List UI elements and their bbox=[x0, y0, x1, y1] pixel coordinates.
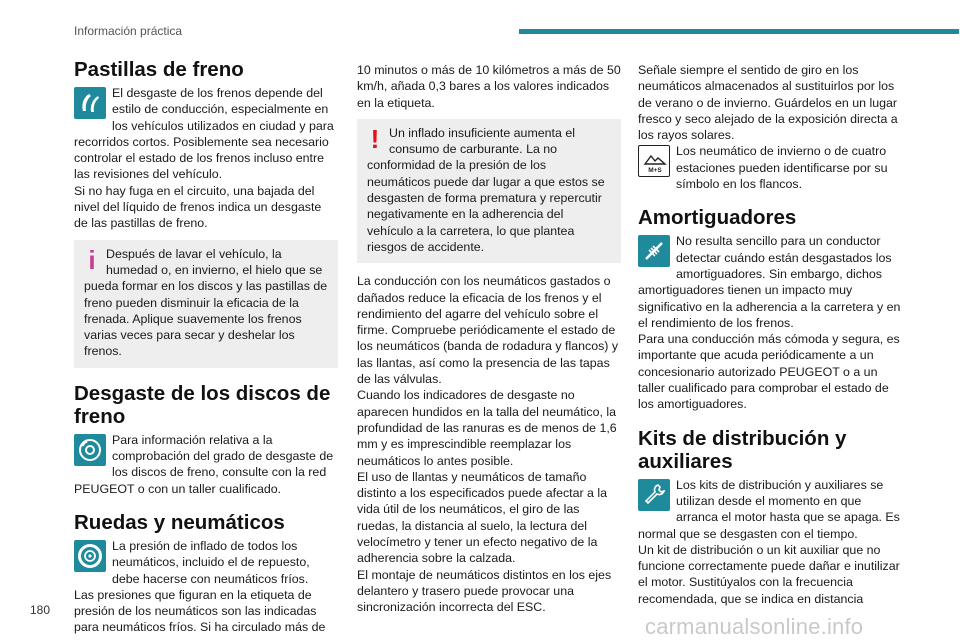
heading-discos: Desgaste de los discos de freno bbox=[74, 381, 331, 428]
page-number: 180 bbox=[30, 603, 51, 617]
amort-intro bbox=[638, 233, 902, 331]
kits-p2: Un kit de distribución o un kit auxiliar que no funcione correctamente puede dañar e inutilizar el motor. Sustitúyalos con la frecuencia recomendada, que se indica en distancia bbox=[638, 542, 900, 606]
heading-amortiguadores: Amortiguadores bbox=[638, 206, 797, 230]
ruedas-intro bbox=[74, 538, 338, 587]
shock-absorber-icon bbox=[638, 235, 670, 267]
watermark: carmanualsonline.info bbox=[645, 614, 864, 639]
running-header: Información práctica bbox=[74, 24, 183, 38]
column-3 bbox=[638, 62, 902, 607]
col2-p4: El uso de llantas y neumáticos de tamaño distinto a los especificados puede afectar a la vida útil de los neumáticos, el giro de las ruedas, la distancia al suelo, la lectura del velocímetro y tener un efecto negativo de la adherencia sobre la calzada. bbox=[357, 469, 608, 566]
amort-p2: Para una conducción más cómoda y segura, es importante que acuda periódicamente a un concesionario autorizado PEUGEOT o a un taller cualificado para comprobar el estado de los amortiguadores. bbox=[638, 332, 900, 412]
warning-icon: ! bbox=[370, 123, 380, 154]
brake-disc-icon bbox=[74, 434, 106, 466]
col3-p1: Señale siempre el sentido de giro en los neumáticos almacenados al sustituirlos por los de verano o de invierno. Guárdelos en un lugar fresco y seco alejado de la exposición directa a los rayos solares. bbox=[638, 63, 898, 143]
warning-note-text: Un inflado insuficiente aumenta el consumo de carburante. La no conformidad de la presión de los neumáticos puede dar lugar a que estos se desgasten de forma prematura y repercutir negativamente en la adherencia del vehículo a la carretera, lo que plantea riesgos de accidente. bbox=[367, 125, 605, 254]
pastillas-intro bbox=[74, 85, 338, 183]
snowflake-mountain-icon bbox=[638, 145, 670, 177]
info-note-text: Después de lavar el vehículo, la humedad o, en invierno, el hielo que se pueda formar en los discos y las pastillas de freno pueden disminuir la eficacia de la frenada. Aplique suavemente los frenos varias veces para secar y deshelar los frenos. bbox=[84, 246, 328, 359]
warning-note bbox=[357, 119, 621, 263]
heading-kits: Kits de distribución y auxiliares bbox=[638, 426, 847, 473]
kits-intro bbox=[638, 477, 902, 542]
tyre-icon bbox=[74, 540, 106, 572]
col2-p2: La conducción con los neumáticos gastados o dañados reduce la eficacia de los frenos y el rendimiento del agarre del vehículo sobre el firme. Compruebe periódicamente el estado de los neumáticos (banda de rodadura y flancos) y las llantas, así como la presencia de las tapas de las válvulas. bbox=[357, 274, 619, 387]
wrench-icon bbox=[638, 479, 670, 511]
pastillas-p1: El desgaste de los frenos depende del estilo de conducción, especialmente en los vehículos utilizados en ciudad y para recorridos cortos. Posiblemente sea necesario controlar el estado de los frenos incluso entre las revisiones del vehículo. bbox=[74, 86, 334, 182]
discos-intro bbox=[74, 432, 338, 497]
info-note bbox=[74, 240, 338, 368]
info-icon: i bbox=[88, 244, 96, 275]
header-accent-bar bbox=[519, 29, 959, 34]
heading-pastillas: Pastillas de freno bbox=[74, 58, 244, 81]
amort-p1: No resulta sencillo para un conductor detectar cuándo están desgastados los amortiguadores. Sin embargo, dichos amortiguadores tienen un impacto muy significativo en la adherencia a la carretera y en el rendimiento de los frenos. bbox=[638, 234, 901, 330]
col2-p3: Cuando los indicadores de desgaste no aparecen hundidos en la talla del neumático, la profundidad de las ranuras es de menos de 1,6 mm y es imprescindible reemplazar los neumáticos lo antes posible. bbox=[357, 388, 617, 468]
discos-p1: Para información relativa a la comprobación del grado de desgaste de los discos de freno, consulte con la red PEUGEOT o con un taller cualificado. bbox=[74, 432, 334, 496]
column-1 bbox=[74, 56, 338, 636]
col2-p5: El montaje de neumáticos distintos en los ejes delantero y trasero puede provocar una sincronización incorrecta del ESC. bbox=[357, 567, 612, 615]
winter-tyre-para bbox=[638, 143, 902, 192]
heading-ruedas: Ruedas y neumáticos bbox=[74, 510, 285, 534]
col2-p1: 10 minutos o más de 10 kilómetros a más de 50 km/h, añada 0,3 bares a los valores indicados en la etiqueta. bbox=[357, 63, 621, 110]
ruedas-p1: La presión de inflado de todos los neumáticos, incluido el de repuesto, debe hacerse con neumáticos fríos. bbox=[112, 538, 310, 586]
brake-pad-icon bbox=[74, 87, 106, 119]
ruedas-p2: Las presiones que figuran en la etiqueta de presión de los neumáticos son las indicadas para neumáticos fríos. Si ha circulado más de bbox=[74, 587, 326, 635]
kits-p1: Los kits de distribución y auxiliares se utilizan desde el momento en que arranca el motor hasta que se apaga. Es normal que se desgasten con el tiempo. bbox=[638, 477, 900, 541]
pastillas-p2: Si no hay fuga en el circuito, una bajada del nivel del líquido de frenos indica un desgaste de las pastillas de freno. bbox=[74, 183, 322, 231]
col3-p2: Los neumático de invierno o de cuatro estaciones pueden identificarse por su símbolo en los flancos. bbox=[676, 144, 888, 192]
svg-text:M+S: M+S bbox=[648, 167, 662, 175]
column-2 bbox=[357, 62, 621, 616]
